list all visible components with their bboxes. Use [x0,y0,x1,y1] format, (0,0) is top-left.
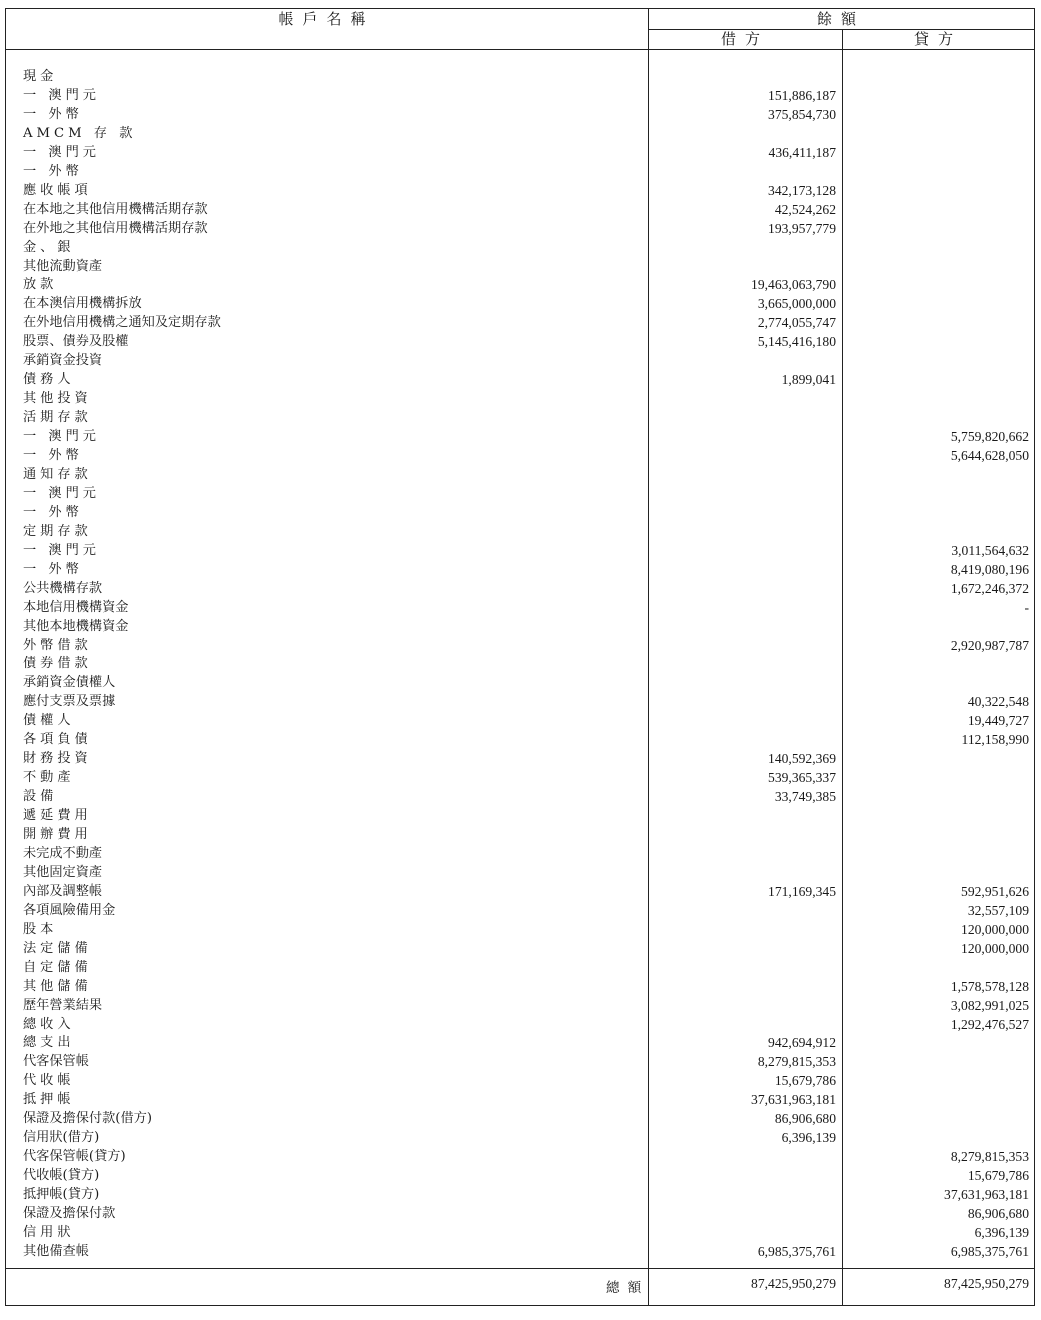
debit-value: 140,592,369 [768,751,836,767]
table-row [0,503,1041,522]
credit-value: 5,644,628,050 [950,448,1029,463]
account-name: 金、銀 [23,239,75,255]
account-name: 一 澳門元 [23,485,100,501]
account-name: 定期存款 [23,523,92,539]
credit-value: 120,000,000 [961,940,1029,956]
credit-value: 19,449,727 [967,713,1029,729]
table-row [0,275,1041,294]
debit-value: 42,524,262 [774,201,836,217]
account-name: 在本澳信用機構拆放 [23,296,142,312]
account-name: 歷年營業結果 [23,997,103,1013]
table-row [0,1147,1041,1166]
table-row [0,806,1041,825]
account-name: 現金 [23,69,58,84]
account-name: 一 澳門元 [23,144,100,160]
table-row [0,219,1041,238]
table-row [0,579,1041,598]
credit-value: 5,759,820,662 [950,429,1029,445]
debit-value: 151,886,187 [768,87,836,103]
account-name: 代收帳(貸方) [23,1168,100,1184]
account-name: 一 澳門元 [23,542,100,558]
table-row [0,162,1041,181]
debit-value: 539,365,337 [768,770,836,786]
account-name: 一 外幣 [23,106,83,122]
table-row [0,1109,1041,1128]
balance-header: 餘額 [816,10,865,28]
credit-value: 112,158,990 [961,732,1029,748]
account-name: 一 澳門元 [23,429,100,445]
account-name: 代收帳 [23,1073,75,1089]
debit-value: 171,169,345 [768,883,836,899]
table-row [0,1052,1041,1071]
top-border [5,8,1035,9]
account-name: 放款 [23,277,58,293]
table-row [0,977,1041,996]
credit-value: 40,322,548 [967,694,1029,710]
account-name: 應付支票及票據 [23,694,116,710]
account-name: 活期存款 [23,410,92,426]
debit-value: 86,906,680 [774,1111,836,1127]
credit-value: 3,011,564,632 [951,542,1029,558]
table-row [0,768,1041,787]
table-row [0,522,1041,541]
table-row [0,370,1041,389]
table-row [0,1204,1041,1223]
account-name: 信用狀 [23,1224,75,1240]
credit-value: 6,985,375,761 [950,1243,1029,1259]
table-row [0,313,1041,332]
account-name: 在外地之其他信用機構活期存款 [23,220,208,236]
table-row [0,939,1041,958]
account-name: 股票、債券及股權 [23,334,129,350]
debit-value: 5,145,416,180 [757,334,836,350]
table-row [0,257,1041,276]
account-name: 股本 [23,921,58,937]
debit-value: 33,749,385 [774,789,836,805]
debit-value: 3,665,000,000 [757,296,836,312]
credit-value: 8,419,080,196 [950,561,1029,577]
account-name: 遞延費用 [23,808,92,824]
account-name: 代客保管帳(貸方) [23,1149,126,1165]
account-name: 其他投資 [23,391,92,407]
table-row [0,332,1041,351]
table-row [0,1033,1041,1052]
account-name: 代客保管帳 [23,1054,89,1070]
credit-value: 15,679,786 [967,1168,1029,1184]
table-row [0,484,1041,503]
account-name: 開辦費用 [23,827,92,842]
table-row [0,1090,1041,1109]
table-row [0,787,1041,806]
account-name: 總收入 [23,1016,75,1032]
table-row [0,105,1041,124]
table-row [0,1242,1041,1261]
credit-value: 3,082,991,025 [950,997,1029,1013]
credit-value: 1,578,578,128 [950,978,1029,994]
debit-value: 1,899,041 [781,372,836,388]
debit-value: 37,631,963,181 [751,1092,836,1108]
account-name: 財務投資 [23,751,92,767]
account-name: 其他儲備 [23,978,92,994]
table-row [0,730,1041,749]
table-row [0,617,1041,636]
table-row [0,654,1041,673]
credit-value: 2,920,987,787 [950,637,1029,653]
account-name: 應收帳項 [23,182,92,198]
account-name: 承銷資金投資 [23,353,103,369]
table-row [0,673,1041,692]
table-row [0,1071,1041,1090]
account-name: 在本地之其他信用機構活期存款 [23,201,208,217]
credit-value: 37,631,963,181 [944,1187,1029,1203]
account-name: 一 外幣 [23,504,83,520]
account-name: 通知存款 [23,466,92,482]
debit-value: 2,774,055,747 [757,315,836,331]
table-row [0,143,1041,162]
table-row [0,200,1041,219]
table-row [0,749,1041,768]
account-name: 債權人 [23,713,75,729]
account-name: 外幣借款 [23,637,92,653]
account-name: 設備 [23,789,58,805]
table-row [0,844,1041,863]
account-name: 保證及擔保付款 [23,1206,116,1221]
credit-value: 1,292,476,527 [950,1016,1029,1032]
account-name: 本地信用機構資金 [23,599,129,615]
account-name: 抵押帳 [23,1092,75,1108]
table-row [0,711,1041,730]
debit-value: 436,411,187 [768,144,836,160]
table-row [0,389,1041,408]
account-name: 公共機構存款 [23,580,103,596]
table-row [0,67,1041,86]
account-name: 其他本地機構資金 [23,618,129,634]
table-row [0,1128,1041,1147]
table-row [0,560,1041,579]
credit-value: 32,557,109 [967,902,1029,918]
table-row [0,882,1041,901]
table-row [0,465,1041,484]
debit-value: 375,854,730 [768,106,836,122]
table-row [0,1166,1041,1185]
total-label: 總額 [606,1280,650,1296]
table-row [0,636,1041,655]
table-row [0,541,1041,560]
table-row [0,958,1041,977]
account-name: 其他固定資產 [23,864,103,880]
account-name: 其他備查帳 [23,1243,89,1259]
account-name-header: 帳戶名稱 [278,10,375,28]
table-row [0,294,1041,313]
table-row [0,124,1041,143]
credit-value: 120,000,000 [961,921,1029,937]
table-row [0,863,1041,882]
table-row [0,920,1041,939]
total-debit: 87,425,950,279 [751,1276,836,1291]
debit-value: 19,463,063,790 [751,277,836,293]
account-name: 債券借款 [23,656,92,672]
debit-value: 6,985,375,761 [757,1243,836,1259]
account-name: 內部及調整帳 [23,883,103,899]
table-row [0,692,1041,711]
table-row [0,901,1041,920]
table-row [0,238,1041,257]
table-row [0,86,1041,105]
credit-value: 592,951,626 [961,883,1029,899]
credit-value: 1,672,246,372 [950,580,1029,596]
table-row [0,1185,1041,1204]
table-row [0,408,1041,427]
account-name: 信用狀(借方) [23,1130,100,1146]
table-row [0,446,1041,465]
account-name: 承銷資金債權人 [23,675,116,691]
table-row [0,996,1041,1015]
debit-value: 342,173,128 [768,182,836,198]
account-name: 各項負債 [23,732,92,748]
account-name: 未完成不動產 [23,845,103,861]
credit-header: 貸方 [913,30,962,48]
debit-value: 6,396,139 [781,1130,836,1146]
credit-value: 6,396,139 [974,1224,1029,1240]
debit-value: 8,279,815,353 [757,1054,836,1070]
account-name: 抵押帳(貸方) [23,1187,100,1203]
account-name: 不動產 [23,770,75,786]
table-row [0,181,1041,200]
header-bottom-border [5,49,1035,50]
total-top-border [5,1268,1035,1269]
table-row [0,1015,1041,1034]
account-name: 一 澳門元 [23,87,100,103]
account-name: 保證及擔保付款(借方) [23,1111,152,1127]
account-name: 法定儲備 [23,940,92,956]
account-name: 各項風險備用金 [23,902,116,918]
account-name: 一 外幣 [23,561,83,577]
table-row [0,598,1041,617]
account-name: 自定儲備 [23,959,92,975]
table-row [0,1223,1041,1242]
table-row [0,825,1041,844]
account-name: 其他流動資產 [23,258,103,274]
debit-header: 借方 [720,30,769,48]
credit-value: - [1024,599,1029,615]
debit-value: 15,679,786 [774,1073,836,1089]
account-name: 債務人 [23,372,75,388]
account-name: 一 外幣 [23,448,83,463]
account-name: 在外地信用機構之通知及定期存款 [23,315,221,331]
credit-value: 8,279,815,353 [950,1149,1029,1165]
credit-value: 86,906,680 [967,1206,1029,1221]
account-name: 總支出 [23,1035,75,1051]
table-row [0,351,1041,370]
account-name: AMCM 存 款 [23,125,137,141]
table-row [0,427,1041,446]
debit-value: 193,957,779 [768,220,836,236]
bottom-border [5,1305,1035,1306]
debit-value: 942,694,912 [768,1035,836,1051]
total-credit: 87,425,950,279 [944,1276,1029,1291]
account-name: 一 外幣 [23,163,83,179]
